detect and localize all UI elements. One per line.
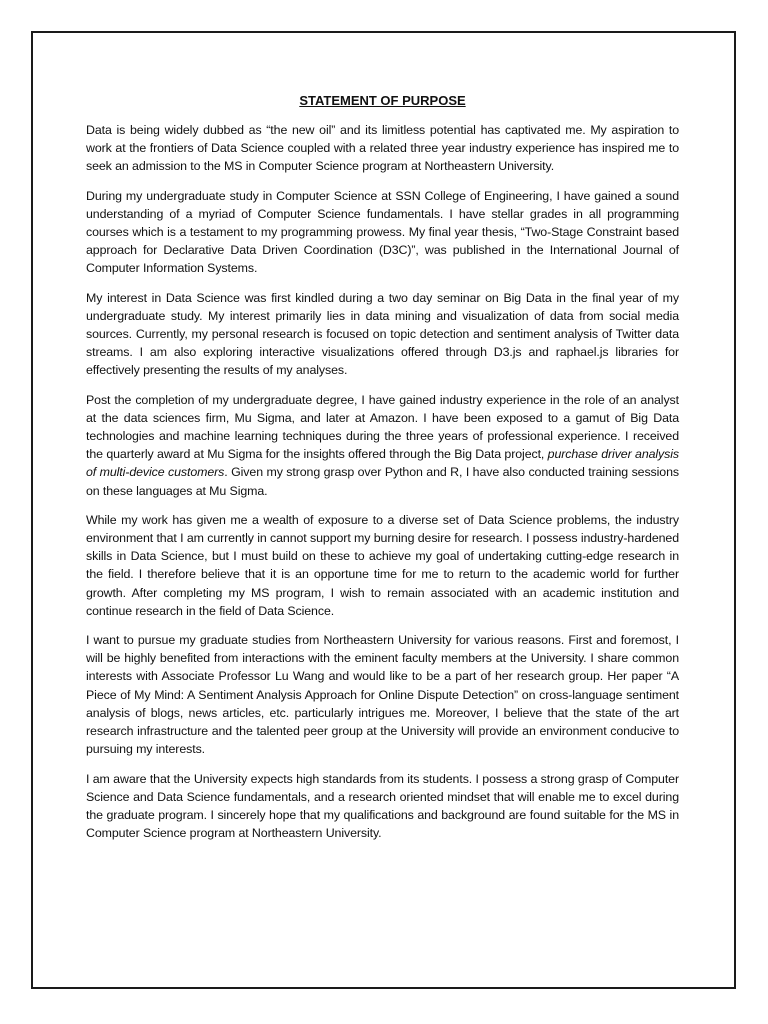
paragraph-university-reasons: I want to pursue my graduate studies from Northeastern University for various reasons. First and foremost, I will be highly benefited from interactions with the eminent faculty members at the University. I share common interests with Associate Professor Lu Wang and would like to be a part of her research group. Her paper “A Piece of My Mind: A Sentiment Analysis Approach for Online Dispute Detection” on cross-language sentiment analysis of blogs, news articles, etc. particularly intrigues me. Moreover, I believe that the state of the art research infrastructure and the talented peer group at the University will provide an environment conducive to pursuing my interests. <box>86 633 679 757</box>
paragraph-undergraduate: During my undergraduate study in Computer Science at SSN College of Engineering, I have gained a sound understanding of a myriad of Computer Science fundamentals. I have stellar grades in all programming courses which is a testament to my programming prowess. My final year thesis, “Two-Stage Constraint based approach for Declarative Data Driven Coordination (D3C)”, was published in the International Journal of Computer Information Systems. <box>86 188 679 276</box>
paragraph-motivation: While my work has given me a wealth of exposure to a diverse set of Data Science problems, the industry environment that I am currently in cannot support my burning desire for research. I possess industry-hardened skills in Data Science, but I must build on these to achieve my goal of undertaking cutting-edge research in the field. I therefore believe that it is an opportune time for me to return to the academic world for further growth. After completing my MS program, I wish to remain associated with an academic institution and continue research in the field of Data Science. <box>86 512 679 618</box>
document-title: STATEMENT OF PURPOSE <box>299 93 466 108</box>
paragraph-intro: Data is being widely dubbed as “the new oil” and its limitless potential has captivated me. My aspiration to work at the frontiers of Data Science coupled with a related three year industry experience has inspired me to seek an admission to the MS in Computer Science program at Northeastern University. <box>86 123 679 174</box>
paragraph-industry-experience <box>86 391 679 500</box>
paragraph-interest: My interest in Data Science was first kindled during a two day seminar on Big Data in the final year of my undergraduate study. My interest primarily lies in data mining and visualization of data from social media sources. Currently, my personal research is focused on topic detection and sentiment analysis of Twitter data streams. I am also exploring interactive visualizations offered through D3.js and raphael.js libraries for effectively presenting the results of my analyses. <box>86 290 679 378</box>
paragraph-conclusion: I am aware that the University expects high standards from its students. I possess a strong grasp of Computer Science and Data Science fundamentals, and a research oriented mindset that will enable me to excel during the graduate program. I sincerely hope that my qualifications and background are found suitable for the MS in Computer Science program at Northeastern University. <box>86 771 679 841</box>
document-body <box>86 92 679 853</box>
paragraph-industry-text-after: . Given my strong grasp over Python and R, I have also conducted training sessions on these languages at Mu Sigma. <box>86 465 679 498</box>
paragraph-industry-text-before: Post the completion of my undergraduate degree, I have gained industry experience in the role of an analyst at the data sciences firm, Mu Sigma, and later at Amazon. I have been exposed to a gamut of Big Data technologies and machine learning techniques during the three years of professional experience. I received the quarterly award at Mu Sigma for the insights offered through the Big Data project, <box>86 392 679 462</box>
project-title-italic: purchase driver analysis of multi-device customers <box>86 447 679 480</box>
